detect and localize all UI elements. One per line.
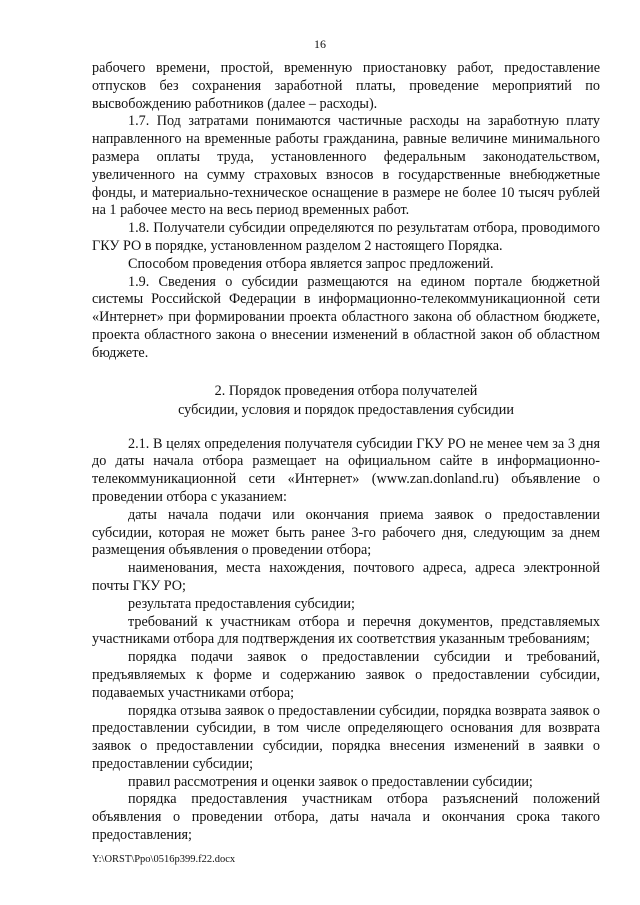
body-paragraph: 2.1. В целях определения получателя субсидии ГКУ РО не менее чем за 3 дня до даты начала отбора размещает на официальном сайте в информационно-телекоммуникационной сети «Интернет» (www.zan.donland.ru) объявление о проведении отбора с указанием: xyxy=(92,435,600,505)
list-item: требований к участникам отбора и перечня документов, представляемых участниками отбора для подтверждения их соответствия указанным требованиям; xyxy=(92,613,600,648)
body-paragraph: рабочего времени, простой, временную приостановку работ, предоставление отпусков без сохранения заработной платы, проведение мероприятий по высвобождению работников (далее – расходы). xyxy=(92,60,600,112)
body-paragraph: 1.7. Под затратами понимаются частичные расходы на заработную плату направленного на временные работы гражданина, равные величине минимального размера оплаты труда, установленного федеральным законодательством, увеличенного на сумму страховых взносов в государственные внебюджетные фонды, и материально-техническое оснащение в размере не более 10 тысяч рублей на 1 рабочее место на весь период временных работ. xyxy=(92,113,600,219)
page-number: 16 xyxy=(314,37,326,51)
document-body xyxy=(92,60,600,845)
section-heading xyxy=(92,382,600,420)
body-paragraph: 1.9. Сведения о субсидии размещаются на едином портале бюджетной системы Российской Федерации в информационно-телекоммуникационной сети «Интернет» при формировании проекта областного закона об областном бюджете, проекта областного закона о внесении изменений в областной закон об областном бюджете. xyxy=(92,273,600,361)
list-item: порядка подачи заявок о предоставлении субсидии и требований, предъявляемых к форме и содержанию заявок о предоставлении субсидии, подаваемых участниками отбора; xyxy=(92,649,600,701)
section-heading-line: 2. Порядок проведения отбора получателей xyxy=(214,382,478,399)
footer-file-path: Y:\ORST\Ppo\0516p399.f22.docx xyxy=(92,854,236,865)
body-paragraph: Способом проведения отбора является запрос предложений. xyxy=(128,255,494,272)
body-paragraph: 1.8. Получатели субсидии определяются по результатам отбора, проводимого ГКУ РО в порядке, установленном разделом 2 настоящего Порядка. xyxy=(92,220,600,254)
list-item: порядка отзыва заявок о предоставлении субсидии, порядка возврата заявок о предоставлении субсидии, в том числе определяющего основания для возврата заявок о предоставлении субсидии, порядка внесения изменений в заявки о предоставлении субсидии; xyxy=(92,702,600,772)
section-heading-line: субсидии, условия и порядок предоставления субсидии xyxy=(178,401,514,418)
list-item: порядка предоставления участникам отбора разъяснений положений объявления о проведении отбора, даты начала и окончания срока такого предоставления; xyxy=(92,791,600,844)
list-item: правил рассмотрения и оценки заявок о предоставлении субсидии; xyxy=(128,773,533,790)
list-item: даты начала подачи или окончания приема заявок о предоставлении субсидии, которая не может быть ранее 3-го рабочего дня, следующим за днем размещения объявления о проведении отбора; xyxy=(92,506,600,559)
list-item: наименования, места нахождения, почтового адреса, адреса электронной почты ГКУ РО; xyxy=(92,560,600,594)
list-item: результата предоставления субсидии; xyxy=(128,595,355,612)
